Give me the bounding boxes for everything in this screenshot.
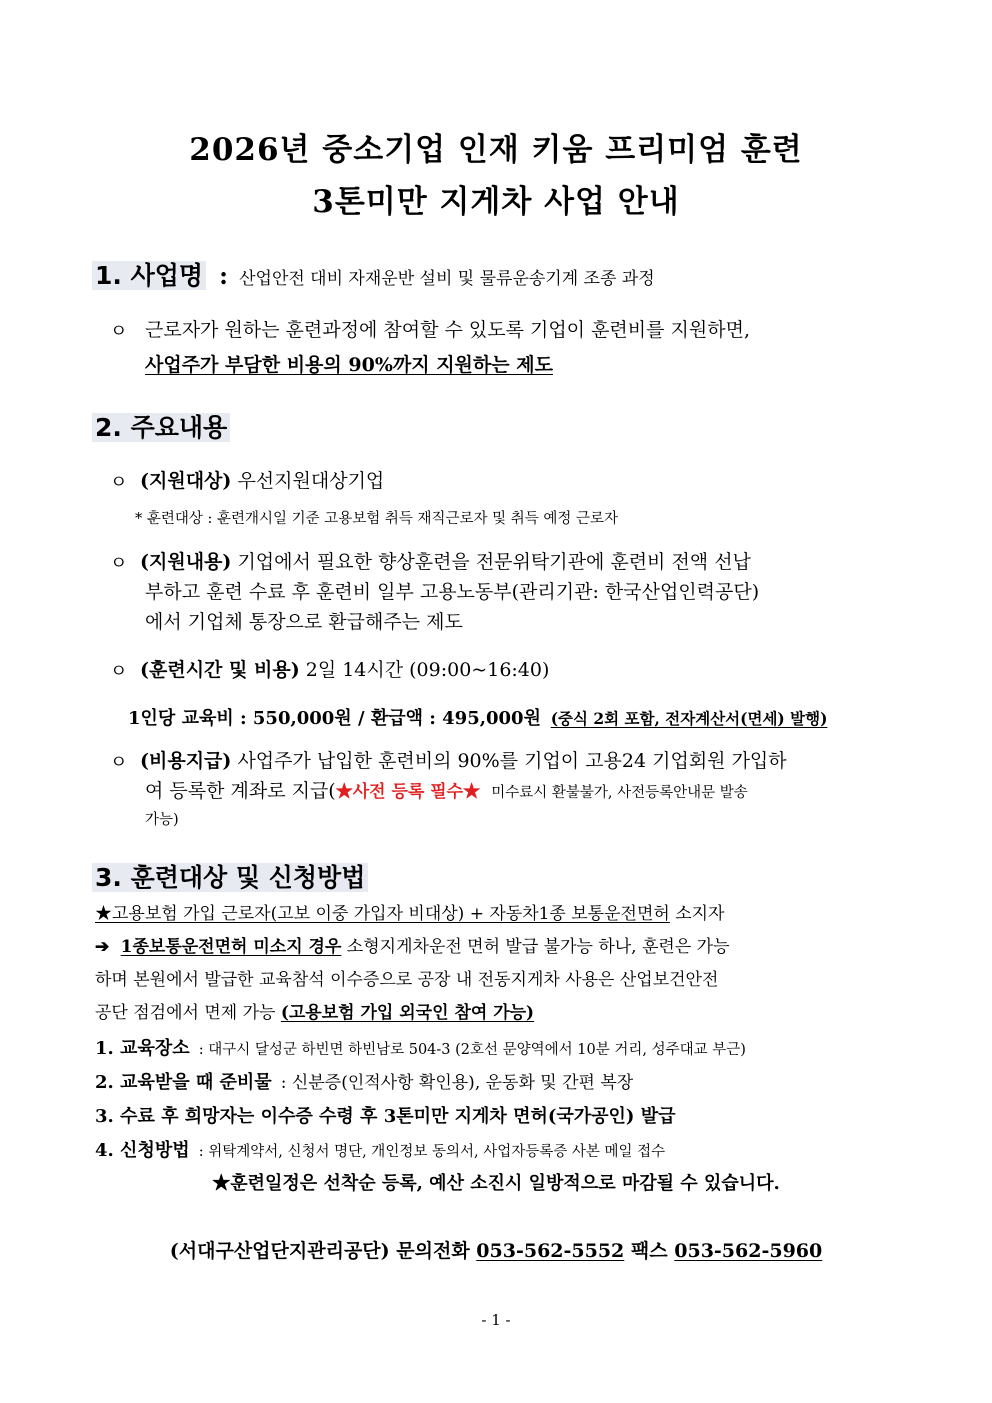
document-title-line2: 3톤미만 지게차 사업 안내 (312, 184, 680, 220)
contact-fax-label: 팩스 (630, 1240, 668, 1262)
eligibility-text: ★고용보험 가입 근로자(고보 이중 가입자 비대상) + 자동차1종 보통운전면허 (95, 904, 670, 924)
training-time-label: (훈련시간 및 비용) (140, 659, 300, 681)
business-name: 산업안전 대비 자재운반 설비 및 물류운송기계 조종 과정 (239, 269, 655, 289)
support-content-text1: 기업에서 필요한 향상훈련을 전문위탁기관에 훈련비 전액 선납 (237, 551, 751, 573)
cost-line (128, 704, 827, 730)
support-content-label: (지원내용) (140, 551, 232, 573)
eligibility-suffix: 소지자 (675, 904, 725, 924)
license-note-line1 (95, 932, 730, 957)
section2-heading: 2. 주요내용 (92, 413, 230, 442)
license-note-line2: 하며 본원에서 발급한 교육참석 이수증으로 공장 내 전동지게차 사용은 산업보건안전 (95, 970, 719, 990)
item-application (95, 1136, 665, 1162)
bullet-marker: ㅇ (110, 472, 128, 493)
contact-fax: 053-562-5960 (674, 1240, 823, 1262)
section1-line2: 사업주가 부담한 비용의 90%까지 지원하는 제도 (145, 354, 553, 376)
schedule-notice: ★훈련일정은 선착순 등록, 예산 소진시 일방적으로 마감될 수 있습니다. (212, 1173, 780, 1194)
section1-heading: 1. 사업명 (92, 261, 206, 290)
support-target-note: * 훈련대상 : 훈련개시일 기준 고용보험 취득 재직근로자 및 취득 예정 근로자 (135, 511, 619, 527)
no-license-case: 1종보통운전면허 미소지 경우 (120, 937, 342, 957)
payment-text2b: 미수료시 환불불가, 사전등록안내문 발송 (491, 785, 748, 801)
section1-colon: : (219, 261, 228, 290)
payment-line3: 가능) (145, 812, 179, 828)
support-target-label: (지원대상) (140, 470, 232, 492)
support-target-value: 우선지원대상기업 (237, 470, 385, 492)
contact-phone[interactable]: 053-562-5552 (476, 1240, 625, 1262)
item-location (95, 1034, 746, 1060)
section2-header (92, 408, 230, 444)
bullet-marker: ㅇ (110, 321, 128, 342)
section3-header (92, 858, 368, 894)
cost-note: (중식 2회 포함, 전자계산서(면세) 발행) (550, 709, 828, 728)
support-content-line1 (140, 547, 751, 574)
item-supplies-value: : 신분증(인적사항 확인용), 운동화 및 간편 복장 (280, 1073, 634, 1093)
bullet-marker: ㅇ (110, 661, 128, 682)
item-application-label: 4. 신청방법 (95, 1140, 190, 1161)
item-license: 3. 수료 후 희망자는 이수증 수령 후 3톤미만 지게차 면허(국가공인) 발급 (95, 1106, 676, 1127)
arrow-icon: ➔ (95, 937, 110, 957)
support-content-line3: 에서 기업체 통장으로 환급해주는 제도 (145, 611, 463, 633)
license-note-text: 소형지게차운전 면허 발급 불가능 하나, 훈련은 가능 (346, 937, 730, 957)
bullet-marker: ㅇ (110, 553, 128, 574)
payment-line1 (140, 746, 787, 773)
page-number: - 1 - (481, 1311, 511, 1329)
license-note-text3: 공단 점검에서 면제 가능 (95, 1003, 276, 1023)
bullet-marker: ㅇ (110, 752, 128, 773)
support-content-line2: 부하고 훈련 수료 후 훈련비 일부 고용노동부(관리기관: 한국산업인력공단) (145, 581, 760, 603)
training-time (140, 655, 549, 682)
item-location-value: : 대구시 달성군 하빈면 하빈남로 504-3 (2호선 문양역에서 10분 거리, 성주대교 부근) (198, 1042, 746, 1058)
section3-heading: 3. 훈련대상 및 신청방법 (92, 863, 368, 892)
eligibility-line (95, 899, 724, 924)
support-target (140, 466, 384, 493)
pre-registration-required: ★사전 등록 필수★ (335, 782, 481, 802)
item-location-label: 1. 교육장소 (95, 1038, 190, 1059)
document-title-line1: 2026년 중소기업 인재 키움 프리미엄 훈련 (189, 132, 803, 168)
license-note-line3 (95, 998, 534, 1023)
contact-line (0, 1236, 992, 1263)
item-supplies (95, 1068, 633, 1094)
section1-header (92, 256, 655, 292)
cost-amounts: 1인당 교육비 : 550,000원 / 환급액 : 495,000원 (128, 708, 541, 729)
payment-text1: 사업주가 납입한 훈련비의 90%를 기업이 고용24 기업회원 가입하 (237, 750, 787, 772)
training-time-value: 2일 14시간 (09:00~16:40) (305, 659, 550, 681)
contact-org: (서대구산업단지관리공단) 문의전화 (169, 1240, 470, 1262)
item-application-value: : 위탁계약서, 신청서 명단, 개인정보 동의서, 사업자등록증 사본 메일 접수 (198, 1144, 666, 1160)
payment-label: (비용지급) (140, 750, 232, 772)
foreigner-note: (고용보험 가입 외국인 참여 가능) (280, 1003, 535, 1023)
section1-line1: 근로자가 원하는 훈련과정에 참여할 수 있도록 기업이 훈련비를 지원하면, (145, 319, 750, 341)
payment-line2 (145, 776, 748, 803)
item-supplies-label: 2. 교육받을 때 준비물 (95, 1072, 272, 1093)
payment-text2a: 여 등록한 계좌로 지급( (145, 780, 336, 802)
